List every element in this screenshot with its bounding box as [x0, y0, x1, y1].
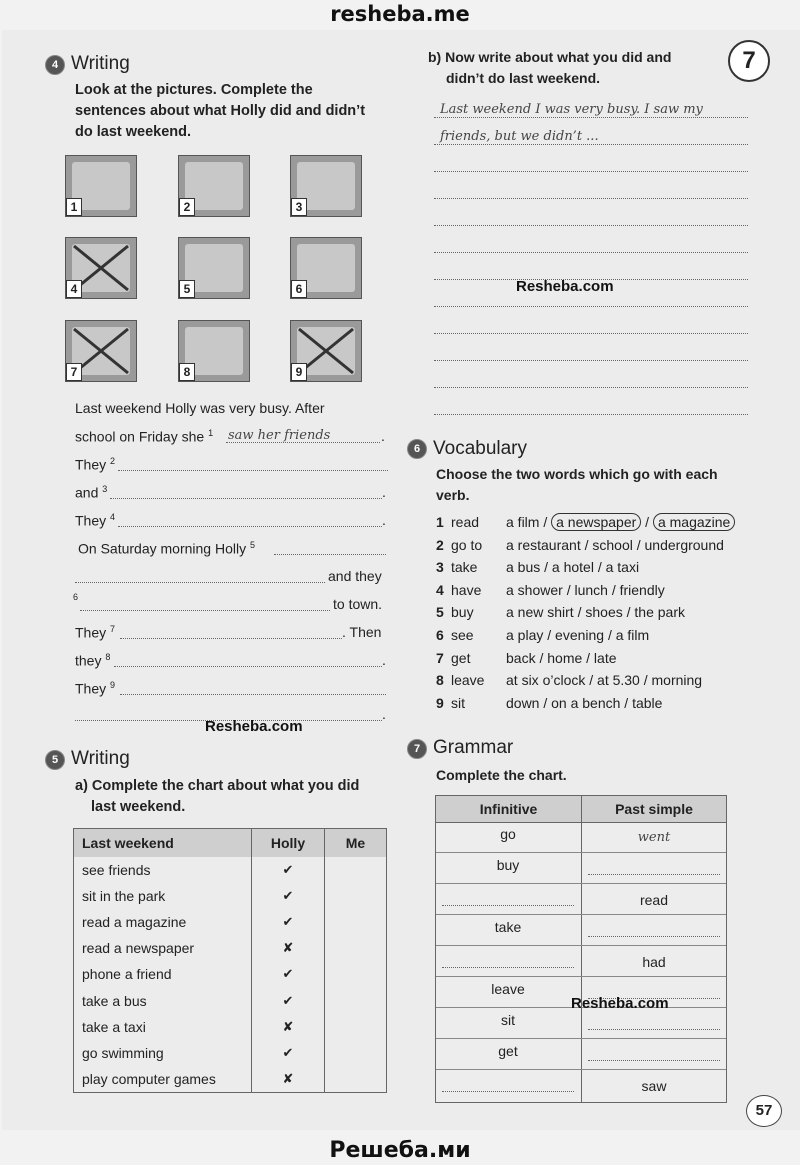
infinitive-cell: go — [500, 826, 516, 842]
story-line: to town. — [333, 596, 383, 612]
me-cell[interactable] — [325, 1066, 387, 1092]
writing-line[interactable] — [434, 103, 748, 118]
activity-chart — [73, 828, 387, 1093]
picture-8 — [178, 320, 250, 382]
section-title-writing: Writing — [71, 748, 130, 769]
me-cell[interactable] — [325, 987, 387, 1013]
activity-cell: read a newspaper — [74, 935, 252, 961]
picture-9 — [290, 320, 362, 382]
column-header: Infinitive — [436, 796, 582, 823]
picture-label: 1 — [66, 198, 82, 216]
picture-label: 5 — [179, 280, 195, 298]
picture-label: 4 — [66, 280, 82, 298]
picture-label: 3 — [291, 198, 307, 216]
writing-line[interactable] — [434, 373, 748, 388]
me-cell[interactable] — [325, 857, 387, 883]
vocabulary-list — [436, 514, 776, 717]
writing-line[interactable] — [434, 184, 748, 199]
past-simple-cell[interactable] — [582, 915, 726, 946]
infinitive-cell: take — [494, 919, 522, 935]
answer-line-1[interactable] — [226, 428, 380, 443]
section-title-vocabulary: Vocabulary — [433, 438, 528, 459]
vocab-item: 2 go to a restaurant / school / underground — [436, 536, 724, 553]
activity-cell: see friends — [74, 857, 252, 883]
check-icon: ✔ — [252, 857, 325, 883]
column-header: Me — [345, 834, 366, 851]
picture-label: 6 — [291, 280, 307, 298]
activity-cell: take a taxi — [74, 1014, 252, 1040]
table-row — [74, 1014, 387, 1040]
section-number: 6 — [407, 439, 427, 459]
picture-3 — [290, 155, 362, 217]
watermark: Resheba.com — [516, 278, 614, 295]
activity-cell: take a bus — [74, 987, 252, 1013]
activity-cell: go swimming — [74, 1040, 252, 1066]
me-cell[interactable] — [325, 1040, 387, 1066]
me-cell[interactable] — [325, 961, 387, 987]
picture-5 — [178, 237, 250, 299]
story-line: and $^3$ — [75, 484, 108, 501]
answer-line-9[interactable] — [120, 680, 386, 695]
story-line: They $^7$ — [75, 624, 116, 641]
vocab-item: 3 take a bus / a hotel / a taxi — [436, 559, 640, 576]
vocab-item: 5 buy a new shirt / shoes / the park — [436, 604, 685, 621]
vocab-item: 7 get back / home / late — [436, 649, 617, 666]
picture-4 — [65, 237, 137, 299]
story-line: school on Friday she $^1$ — [75, 428, 214, 445]
site-banner-bottom: Решеба.ми — [329, 1138, 471, 1163]
circled-answer: a magazine — [653, 513, 735, 531]
writing-line[interactable] — [434, 130, 748, 145]
answer-line-5b[interactable] — [75, 568, 325, 583]
story-line: On Saturday morning Holly $^5$ — [78, 540, 255, 557]
past-simple-cell[interactable] — [582, 1008, 726, 1039]
instructions: Choose the two words which go with each verb. — [436, 466, 718, 503]
column-header: Past simple — [582, 796, 726, 823]
instructions: a) Complete the chart about what you did last weekend. — [75, 778, 360, 815]
cross-icon: ✘ — [252, 935, 325, 961]
answer-line-5[interactable] — [274, 540, 386, 555]
example-line: friends, but we didn’t ... — [440, 129, 599, 144]
me-cell[interactable] — [325, 1014, 387, 1040]
infinitive-cell: sit — [501, 1012, 515, 1028]
check-icon: ✔ — [252, 1040, 325, 1066]
picture-2 — [178, 155, 250, 217]
picture-label: 9 — [291, 363, 307, 381]
circled-answer: a newspaper — [551, 513, 641, 531]
me-cell[interactable] — [325, 909, 387, 935]
answer-line-2[interactable] — [118, 456, 388, 471]
instructions: Look at the pictures. Complete the sentences about what Holly did and didn’t do last weekend. — [75, 82, 366, 140]
section-title-writing: Writing — [71, 53, 130, 74]
example-line: Last weekend I was very busy. I saw my — [440, 102, 703, 117]
vocab-item: 4 have a shower / lunch / friendly — [436, 581, 665, 598]
writing-line[interactable] — [434, 319, 748, 334]
check-icon: ✔ — [252, 961, 325, 987]
cross-icon: ✘ — [252, 1066, 325, 1092]
activity-cell: play computer games — [74, 1066, 252, 1092]
check-icon: ✔ — [252, 987, 325, 1013]
answer-line-8[interactable] — [114, 652, 382, 667]
check-icon: ✔ — [252, 909, 325, 935]
picture-label: 2 — [179, 198, 195, 216]
watermark: Resheba.com — [205, 718, 303, 735]
activity-cell: read a magazine — [74, 909, 252, 935]
section-number: 5 — [45, 750, 65, 770]
infinitive-cell[interactable] — [436, 884, 580, 915]
watermark: Resheba.com — [571, 995, 669, 1012]
vocab-item: 9 sit down / on a bench / table — [436, 694, 663, 711]
story-line: and they — [328, 568, 382, 584]
infinitive-cell[interactable] — [436, 946, 580, 977]
past-simple-cell[interactable] — [582, 1039, 726, 1070]
check-icon: ✔ — [252, 883, 325, 909]
answer-line-6[interactable] — [80, 596, 330, 611]
picture-7 — [65, 320, 137, 382]
verb-chart — [435, 795, 727, 1103]
section-number: 7 — [407, 739, 427, 759]
table-row — [74, 987, 387, 1013]
answer-line-7[interactable] — [120, 624, 342, 639]
column-header: Holly — [252, 829, 325, 857]
past-simple-cell[interactable] — [582, 853, 726, 884]
infinitive-cell: leave — [491, 981, 525, 997]
table-row — [74, 1066, 387, 1092]
activity-cell: phone a friend — [74, 961, 252, 987]
story-line: Last weekend Holly was very busy. After — [75, 400, 325, 416]
table-row — [74, 883, 387, 909]
column-header: Last weekend — [74, 829, 252, 857]
writing-line[interactable] — [434, 211, 748, 226]
table-row — [74, 961, 387, 987]
table-row — [74, 1040, 387, 1066]
instructions: Complete the chart. — [436, 767, 567, 783]
writing-line[interactable] — [434, 346, 748, 361]
infinitive-cell: buy — [496, 857, 520, 873]
table-row — [74, 935, 387, 961]
section-number: 4 — [45, 55, 65, 75]
writing-line[interactable] — [434, 157, 748, 172]
table-row — [74, 857, 387, 883]
me-cell[interactable] — [325, 883, 387, 909]
story-line: 6 — [73, 592, 79, 602]
answer-line-4[interactable] — [118, 512, 382, 527]
picture-6 — [290, 237, 362, 299]
instructions-b: b) Now write about what you did and didn’t do last weekend. — [428, 49, 672, 86]
me-cell[interactable] — [325, 935, 387, 961]
table-row — [74, 909, 387, 935]
answer-line-3[interactable] — [110, 484, 382, 499]
picture-label: 7 — [66, 363, 82, 381]
vocab-item: 1 read a film / a newspaper / a magazine — [436, 514, 776, 537]
vocab-item: 6 see a play / evening / a film — [436, 626, 650, 643]
past-simple-cell: had — [642, 954, 666, 970]
past-simple-cell: saw — [641, 1078, 667, 1094]
story-line: They $^4$ — [75, 512, 116, 529]
infinitive-cell[interactable] — [436, 1070, 580, 1101]
story-line: they $^8$ — [75, 652, 111, 669]
story-line: They $^9$ — [75, 680, 116, 697]
page-number: 57 — [746, 1095, 782, 1127]
picture-1 — [65, 155, 137, 217]
answer-saw-her-friends: saw her friends — [228, 428, 331, 443]
writing-line[interactable] — [434, 238, 748, 253]
activity-cell: sit in the park — [74, 883, 252, 909]
story-line: They $^2$ — [75, 456, 116, 473]
vocab-item: 8 leave at six o’clock / at 5.30 / morning — [436, 672, 703, 689]
site-banner-top: resheba.me — [330, 2, 470, 26]
past-simple-cell: read — [639, 892, 669, 908]
past-simple-cell: went — [637, 830, 671, 845]
section-title-grammar: Grammar — [433, 737, 514, 758]
picture-label: 8 — [179, 363, 195, 381]
unit-badge: 7 — [728, 40, 770, 82]
infinitive-cell: get — [498, 1043, 518, 1059]
cross-icon: ✘ — [252, 1014, 325, 1040]
writing-line[interactable] — [434, 400, 748, 415]
